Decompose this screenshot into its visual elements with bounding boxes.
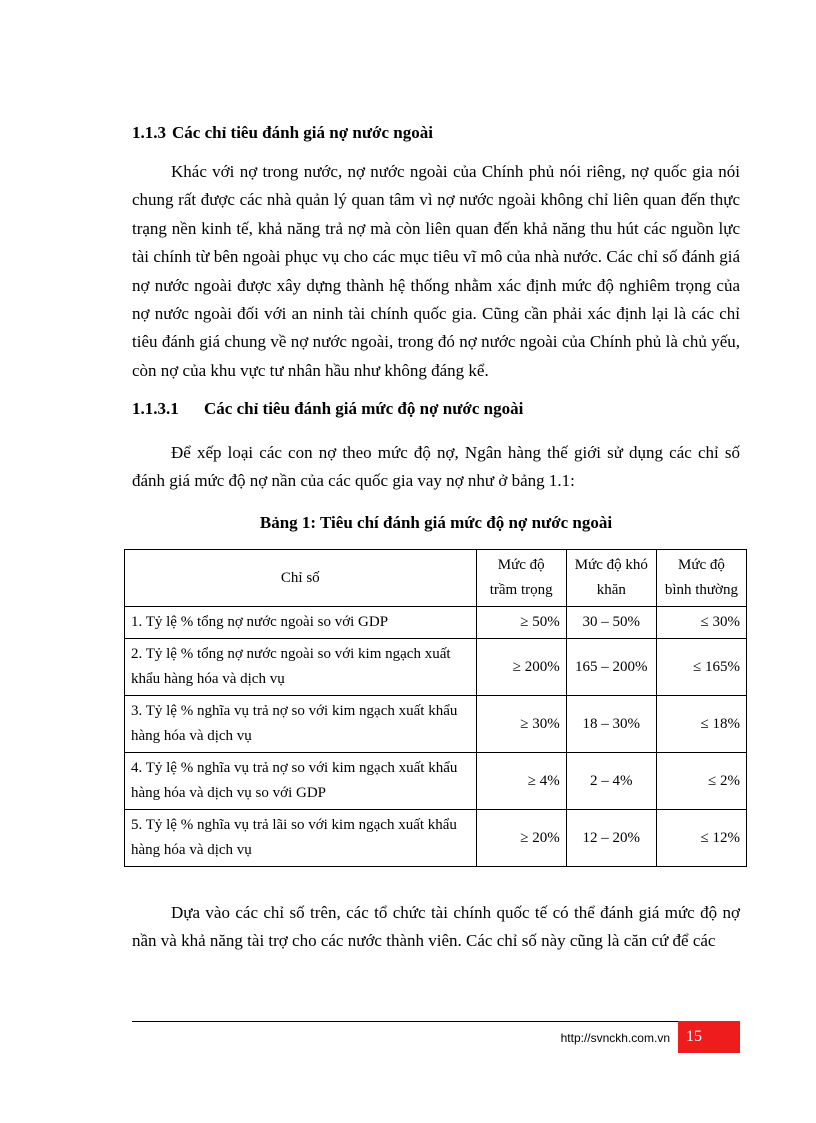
section-heading (132, 122, 433, 144)
row-criterion: 4. Tỷ lệ % nghĩa vụ trả nợ so với kim ngạch xuất khẩu hàng hóa và dịch vụ so với GDP (125, 753, 477, 810)
header-normal: Mức độ bình thường (656, 550, 746, 607)
subsection-number: 1.1.3.1 (132, 399, 179, 418)
footer-rule (132, 1021, 740, 1022)
row-normal: ≤ 165% (656, 639, 746, 696)
closing-paragraph: Dựa vào các chỉ số trên, các tổ chức tài chính quốc tế có thể đánh giá mức độ nợ nần và khả năng tài trợ cho các nước thành viên. Các chỉ số này cũng là căn cứ để các (132, 903, 740, 951)
table-row (125, 753, 747, 810)
header-difficult: Mức độ khó khăn (566, 550, 656, 607)
row-difficult: 30 – 50% (566, 607, 656, 639)
debt-criteria-table (124, 549, 747, 867)
row-criterion: 5. Tỷ lệ % nghĩa vụ trả lãi so với kim ngạch xuất khẩu hàng hóa và dịch vụ (125, 810, 477, 867)
page-number-badge: 15 (678, 1021, 740, 1053)
section-paragraph: Khác với nợ trong nước, nợ nước ngoài của Chính phủ nói riêng, nợ quốc gia nói chung rất được các nhà quản lý quan tâm vì nợ nước ngoài không chỉ liên quan đến thực trạng nền kinh tế, khả năng trả nợ mà còn liên quan đến khả năng thu hút các nguồn lực tài chính từ bên ngoài phục vụ cho các mục tiêu vĩ mô của nhà nước. Các chỉ số đánh giá nợ nước ngoài được xây dựng thành hệ thống nhằm xác định mức độ nghiêm trọng của nợ nước ngoài đối với an ninh tài chính quốc gia. Cũng cần phải xác định lại là các chỉ tiêu đánh giá chung về nợ nước ngoài, trong đó nợ nước ngoài của Chính phủ là chủ yếu, còn nợ của khu vực tư nhân hầu như không đáng kể. (132, 162, 740, 380)
row-severe: ≥ 20% (476, 810, 566, 867)
row-severe: ≥ 200% (476, 639, 566, 696)
table-row (125, 639, 747, 696)
row-difficult: 12 – 20% (566, 810, 656, 867)
table-row (125, 607, 747, 639)
row-severe: ≥ 50% (476, 607, 566, 639)
table-row (125, 696, 747, 753)
row-severe: ≥ 4% (476, 753, 566, 810)
header-severe: Mức độ trầm trọng (476, 550, 566, 607)
row-normal: ≤ 12% (656, 810, 746, 867)
row-difficult: 165 – 200% (566, 639, 656, 696)
row-criterion: 2. Tỷ lệ % tổng nợ nước ngoài so với kim ngạch xuất khẩu hàng hóa và dịch vụ (125, 639, 477, 696)
row-difficult: 2 – 4% (566, 753, 656, 810)
row-normal: ≤ 2% (656, 753, 746, 810)
footer-url-link[interactable]: http://svnckh.com.vn (560, 1031, 670, 1045)
row-severe: ≥ 30% (476, 696, 566, 753)
row-normal: ≤ 18% (656, 696, 746, 753)
header-indicator: Chỉ số (125, 550, 477, 607)
row-difficult: 18 – 30% (566, 696, 656, 753)
row-criterion: 1. Tỷ lệ % tổng nợ nước ngoài so với GDP (125, 607, 477, 639)
subsection-title: Các chỉ tiêu đánh giá mức độ nợ nước ngoài (204, 399, 524, 418)
table-caption: Bảng 1: Tiêu chí đánh giá mức độ nợ nước ngoài (259, 513, 613, 532)
subsection-paragraph: Để xếp loại các con nợ theo mức độ nợ, Ngân hàng thế giới sử dụng các chỉ số đánh giá mức độ nợ nần của các quốc gia vay nợ như ở bảng 1.1: (132, 443, 740, 491)
table-row (125, 810, 747, 867)
section-number: 1.1.3 (132, 123, 166, 142)
row-normal: ≤ 30% (656, 607, 746, 639)
subsection-heading (132, 398, 523, 420)
section-title: Các chỉ tiêu đánh giá nợ nước ngoài (172, 123, 433, 142)
row-criterion: 3. Tỷ lệ % nghĩa vụ trả nợ so với kim ngạch xuất khẩu hàng hóa và dịch vụ (125, 696, 477, 753)
table-header-row (125, 550, 747, 607)
